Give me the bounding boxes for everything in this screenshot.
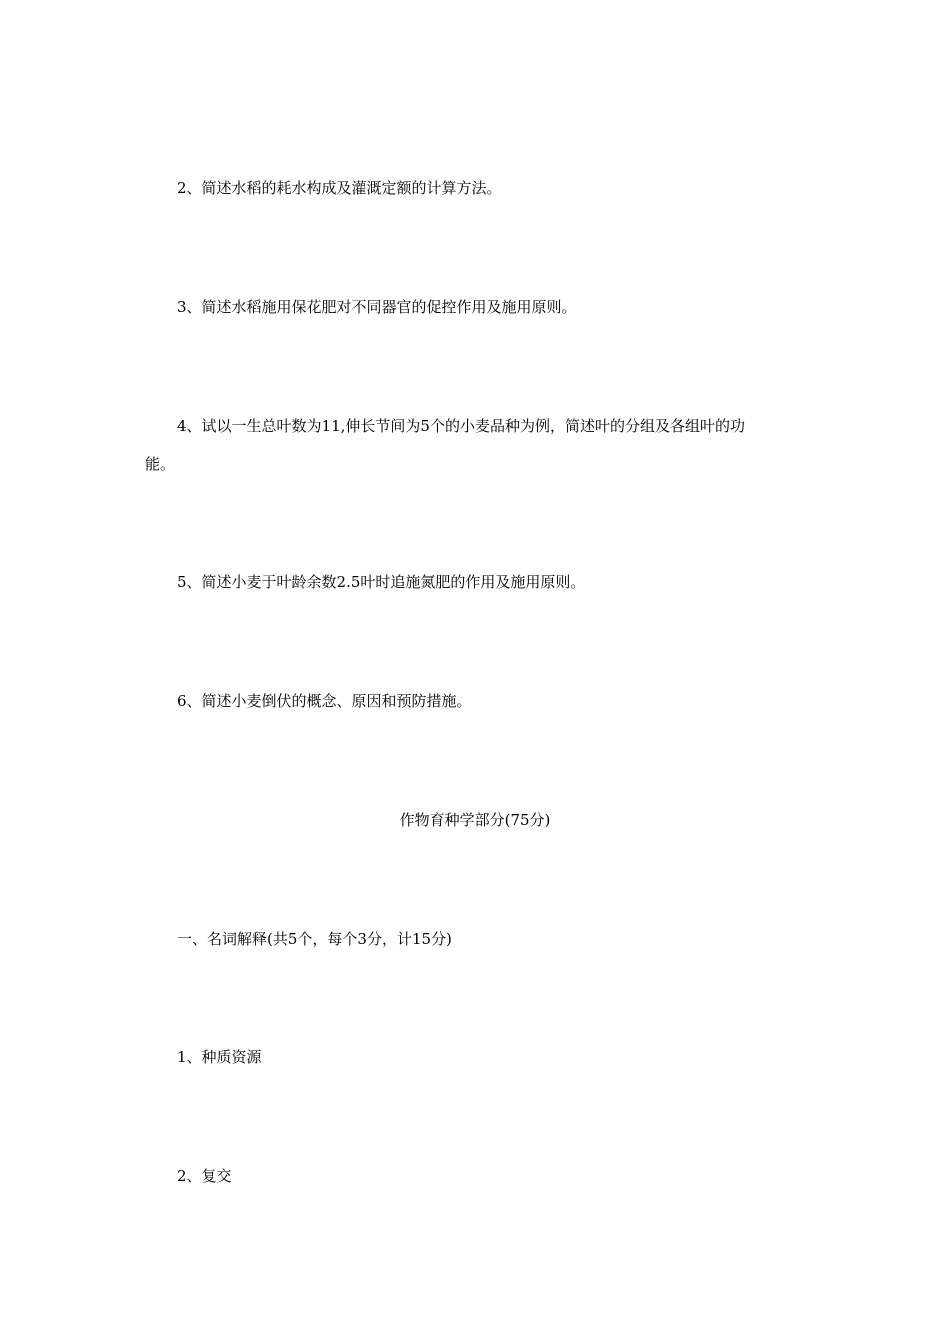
question-2: 2、简述水稻的耗水构成及灌溉定额的计算方法。 xyxy=(177,179,502,197)
question-5: 5、简述小麦于叶龄余数2.5叶时追施氮肥的作用及施用原则。 xyxy=(177,573,586,591)
question-3: 3、简述水稻施用保花肥对不同器官的促控作用及施用原则。 xyxy=(177,298,577,316)
section-instructions: 一、名词解释(共5个，每个3分，计15分) xyxy=(177,930,452,948)
term-1: 1、种质资源 xyxy=(177,1048,262,1066)
term-2: 2、复交 xyxy=(177,1167,232,1185)
section-title: 作物育种学部分(75分) xyxy=(399,811,551,829)
question-4-continuation: 能。 xyxy=(145,455,176,473)
question-4: 4、试以一生总叶数为11,伸长节间为5个的小麦品种为例，简述叶的分组及各组叶的功 xyxy=(177,417,745,435)
question-6: 6、简述小麦倒伏的概念、原因和预防措施。 xyxy=(177,692,472,710)
